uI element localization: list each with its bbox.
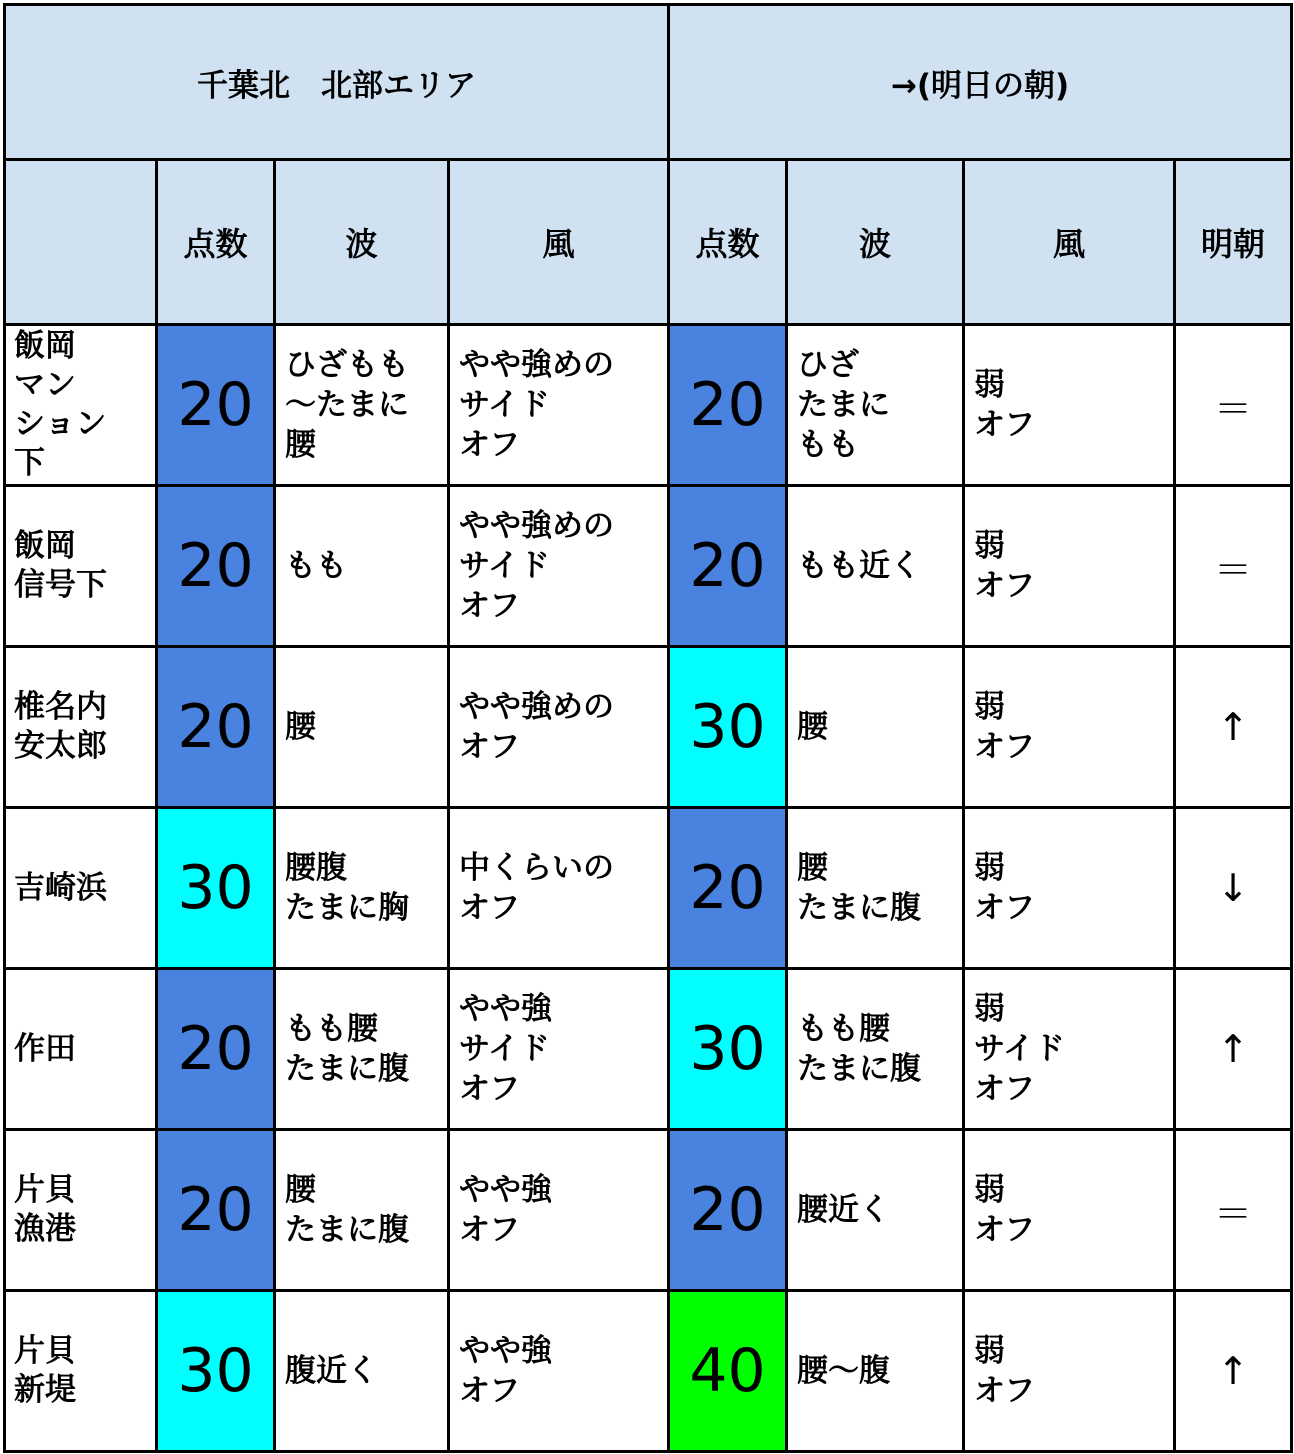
wind-next-header: 風 <box>964 160 1175 325</box>
score-today: 20 <box>157 969 275 1130</box>
score-next: 20 <box>669 486 787 647</box>
score-today: 30 <box>157 808 275 969</box>
wave-today: もも腰 たまに腹 <box>275 969 449 1130</box>
wind-today: やや強 オフ <box>449 1291 669 1452</box>
score-next: 20 <box>669 808 787 969</box>
score-today: 20 <box>157 1130 275 1291</box>
trend-arrow: ↑ <box>1175 647 1292 808</box>
wave-next: 腰～腹 <box>787 1291 964 1452</box>
wave-today: 腰 <box>275 647 449 808</box>
wave-next: 腰近く <box>787 1130 964 1291</box>
table-row <box>5 1130 1292 1291</box>
spot-name: 片貝 漁港 <box>5 1130 157 1291</box>
wave-today: 腰 たまに腹 <box>275 1130 449 1291</box>
wind-next: 弱 オフ <box>964 1291 1175 1452</box>
score-next: 30 <box>669 647 787 808</box>
table-row <box>5 486 1292 647</box>
spot-name: 椎名内 安太郎 <box>5 647 157 808</box>
wind-next: 弱 オフ <box>964 486 1175 647</box>
wave-next-header: 波 <box>787 160 964 325</box>
morning-trend-header: 明朝 <box>1175 160 1292 325</box>
score-today: 20 <box>157 647 275 808</box>
table-row <box>5 969 1292 1130</box>
spot-name: 作田 <box>5 969 157 1130</box>
score-today: 30 <box>157 1291 275 1452</box>
wind-today: やや強 サイド オフ <box>449 969 669 1130</box>
spot-name: 飯岡 マン ション 下 <box>5 325 157 486</box>
wave-next: 腰 たまに腹 <box>787 808 964 969</box>
wave-next: もも近く <box>787 486 964 647</box>
wind-today: やや強めの サイド オフ <box>449 325 669 486</box>
trend-arrow: ＝ <box>1175 325 1292 486</box>
trend-arrow: ↑ <box>1175 1291 1292 1452</box>
score-next: 20 <box>669 325 787 486</box>
score-next-header: 点数 <box>669 160 787 325</box>
wave-next: もも腰 たまに腹 <box>787 969 964 1130</box>
wave-today: 腹近く <box>275 1291 449 1452</box>
score-next: 40 <box>669 1291 787 1452</box>
wave-today: ひざもも ～たまに 腰 <box>275 325 449 486</box>
wind-next: 弱 オフ <box>964 647 1175 808</box>
wind-today-header: 風 <box>449 160 669 325</box>
score-next: 30 <box>669 969 787 1130</box>
wave-next: 腰 <box>787 647 964 808</box>
score-next: 20 <box>669 1130 787 1291</box>
spot-name: 吉崎浜 <box>5 808 157 969</box>
trend-arrow: ＝ <box>1175 486 1292 647</box>
score-today: 20 <box>157 325 275 486</box>
table-row <box>5 1291 1292 1452</box>
area-title: 千葉北 北部エリア <box>5 5 669 160</box>
wind-today: 中くらいの オフ <box>449 808 669 969</box>
score-today: 20 <box>157 486 275 647</box>
wave-today-header: 波 <box>275 160 449 325</box>
wind-next: 弱 オフ <box>964 808 1175 969</box>
next-morning-title: →(明日の朝) <box>669 5 1292 160</box>
wave-today: 腰腹 たまに胸 <box>275 808 449 969</box>
wind-today: やや強めの オフ <box>449 647 669 808</box>
wind-next: 弱 サイド オフ <box>964 969 1175 1130</box>
trend-arrow: ＝ <box>1175 1130 1292 1291</box>
table-row <box>5 808 1292 969</box>
trend-arrow: ↑ <box>1175 969 1292 1130</box>
wind-next: 弱 オフ <box>964 325 1175 486</box>
trend-arrow: ↓ <box>1175 808 1292 969</box>
surf-forecast-table <box>3 3 1293 1453</box>
spot-name: 片貝 新堤 <box>5 1291 157 1452</box>
wave-today: もも <box>275 486 449 647</box>
score-today-header: 点数 <box>157 160 275 325</box>
spot-header-blank <box>5 160 157 325</box>
table-row <box>5 647 1292 808</box>
spot-name: 飯岡 信号下 <box>5 486 157 647</box>
wind-today: やや強めの サイド オフ <box>449 486 669 647</box>
wind-next: 弱 オフ <box>964 1130 1175 1291</box>
wind-today: やや強 オフ <box>449 1130 669 1291</box>
wave-next: ひざ たまに もも <box>787 325 964 486</box>
table-row <box>5 325 1292 486</box>
